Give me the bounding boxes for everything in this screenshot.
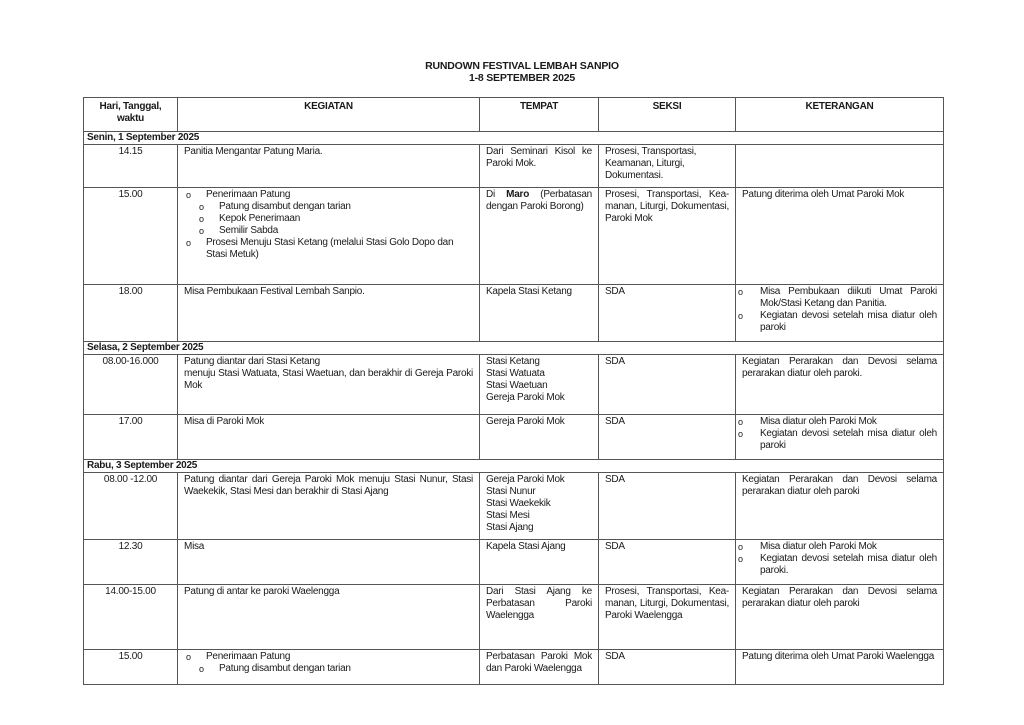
time-cell: 14.15 [84,145,178,188]
seksi-line: SDA [605,356,625,367]
tempat-line: Stasi Ajang [486,522,534,533]
tempat-line: Dari Seminari Kisol ke Paroki Mok. [486,146,592,169]
kegiatan-line: Misa [184,541,205,552]
tempat-line: Gereja Paroki Mok [486,392,565,403]
tempat-cell [480,145,599,188]
rundown-table [83,97,944,685]
kegiatan-line: menuju Stasi Watuata, Stasi Waetuan, dan berakhir di Gereja Paroki Mok [184,368,473,391]
kegiatan-line: o Penerimaan Patung [184,651,473,663]
seksi-line: SDA [605,541,625,552]
kegiatan-line: o Semilir Sabda [184,225,473,237]
keterangan-cell [736,473,944,540]
tempat-line: Kapela Stasi Ajang [486,541,566,552]
document-title: RUNDOWN FESTIVAL LEMBAH SANPIO [425,60,619,72]
kegiatan-line: o Kepok Penerimaan [184,213,473,225]
table-row [84,285,944,342]
day-row [84,132,944,145]
tempat-cell [480,585,599,650]
seksi-line: Prosesi, Transportasi, Keamanan, Liturgi, Dokumentasi. [605,146,697,181]
place-name: Maro [506,189,530,200]
kegiatan-cell [178,585,480,650]
table-row [84,145,944,188]
table-row [84,415,944,460]
keterangan-cell [736,285,944,342]
kegiatan-line: o Patung disambut dengan tarian [184,663,473,675]
seksi-cell [599,415,736,460]
seksi-cell [599,650,736,685]
tempat-cell [480,355,599,415]
table-row [84,650,944,685]
day-row [84,342,944,355]
keterangan-cell [736,585,944,650]
kegiatan-line: Patung diantar dari Gereja Paroki Mok menuju Stasi Nunur, Stasi Waekekik, Stasi Mesi dan berakhir di Stasi Ajang [184,474,473,497]
table-row [84,540,944,585]
kegiatan-cell [178,145,480,188]
keterangan-cell [736,540,944,585]
keterangan-line: o Kegiatan devosi setelah misa diatur oleh paroki [742,310,937,334]
time-cell: 18.00 [84,285,178,342]
document-subtitle: 1-8 SEPTEMBER 2025 [468,72,576,84]
tempat-line: Kapela Stasi Ketang [486,286,572,297]
kegiatan-line: Patung diantar dari Stasi Ketang [184,356,320,367]
keterangan-line: Patung diterima oleh Umat Paroki Waelengga [742,651,935,662]
tempat-line: Stasi Waekekik [486,498,551,509]
kegiatan-line: Misa di Paroki Mok [184,416,264,427]
seksi-cell [599,355,736,415]
time-cell: 08.00-16.000 [84,355,178,415]
tempat-line: Di Maro (Perbatasan dengan Paroki Borong) [486,189,592,212]
seksi-line: SDA [605,286,625,297]
kegiatan-line: o Penerimaan Patung [184,189,473,201]
seksi-cell [599,145,736,188]
header-waktu: Hari, Tanggal, waktu [84,98,178,132]
tempat-line: Perbatasan Paroki Mok dan Paroki Waelengga [486,651,592,674]
keterangan-cell [736,355,944,415]
table-row [84,188,944,285]
seksi-line: SDA [605,416,625,427]
tempat-cell [480,650,599,685]
time-cell: 15.00 [84,188,178,285]
seksi-cell [599,473,736,540]
keterangan-line: Patung diterima oleh Umat Paroki Mok [742,189,905,200]
table-row [84,473,944,540]
seksi-cell [599,585,736,650]
time-cell: 08.00 -12.00 [84,473,178,540]
keterangan-line: Kegiatan Perarakan dan Devosi selama perarakan diatur oleh paroki [742,474,937,497]
keterangan-line: Kegiatan Perarakan dan Devosi selama perarakan diatur oleh paroki. [742,356,937,379]
day-row [84,460,944,473]
keterangan-line: o Misa Pembukaan diikuti Umat Paroki Mok/Stasi Ketang dan Panitia. [742,286,937,310]
kegiatan-cell [178,285,480,342]
kegiatan-line: Misa Pembukaan Festival Lembah Sanpio. [184,286,365,297]
seksi-line: Prosesi, Transportasi, Kea-manan, Liturgi, Dokumentasi, Paroki Mok [605,189,729,224]
keterangan-cell [736,188,944,285]
day-label: Senin, 1 September 2025 [84,132,944,145]
seksi-cell [599,285,736,342]
kegiatan-cell [178,473,480,540]
header-kegiatan: KEGIATAN [178,98,480,132]
seksi-cell [599,188,736,285]
tempat-cell [480,473,599,540]
tempat-line: Stasi Waetuan [486,380,548,391]
day-label: Selasa, 2 September 2025 [84,342,944,355]
time-cell: 14.00-15.00 [84,585,178,650]
kegiatan-cell [178,540,480,585]
tempat-line: Stasi Nunur [486,486,536,497]
kegiatan-line: Patung di antar ke paroki Waelengga [184,586,340,597]
keterangan-line: Kegiatan Perarakan dan Devosi selama perarakan diatur oleh paroki [742,586,937,609]
table-row [84,355,944,415]
keterangan-cell [736,145,944,188]
kegiatan-line: o Patung disambut dengan tarian [184,201,473,213]
seksi-line: SDA [605,474,625,485]
seksi-cell [599,540,736,585]
seksi-line: Prosesi, Transportasi, Kea-manan, Liturgi, Dokumentasi, Paroki Waelengga [605,586,729,621]
kegiatan-cell [178,188,480,285]
kegiatan-line: o Prosesi Menuju Stasi Ketang (melalui Stasi Golo Dopo dan Stasi Metuk) [184,237,473,261]
keterangan-line: o Misa diatur oleh Paroki Mok [742,541,937,553]
kegiatan-cell [178,355,480,415]
keterangan-line: o Kegiatan devosi setelah misa diatur oleh paroki [742,428,937,452]
keterangan-cell [736,650,944,685]
header-seksi: SEKSI [599,98,736,132]
keterangan-line: o Kegiatan devosi setelah misa diatur oleh paroki. [742,553,937,577]
table-header-row [84,98,944,132]
tempat-cell [480,285,599,342]
header-tempat: TEMPAT [480,98,599,132]
seksi-line: SDA [605,651,625,662]
keterangan-cell [736,415,944,460]
tempat-line: Gereja Paroki Mok [486,474,565,485]
time-cell: 15.00 [84,650,178,685]
tempat-line: Stasi Watuata [486,368,545,379]
kegiatan-line: Panitia Mengantar Patung Maria. [184,146,323,157]
tempat-line: Dari Stasi Ajang ke Perbatasan Paroki Waelengga [486,586,592,621]
time-cell: 17.00 [84,415,178,460]
tempat-line: Stasi Mesi [486,510,530,521]
time-cell: 12.30 [84,540,178,585]
tempat-cell [480,540,599,585]
kegiatan-cell [178,415,480,460]
tempat-line: Gereja Paroki Mok [486,416,565,427]
tempat-cell [480,415,599,460]
keterangan-line: o Misa diatur oleh Paroki Mok [742,416,937,428]
header-keterangan: KETERANGAN [736,98,944,132]
tempat-cell [480,188,599,285]
day-label: Rabu, 3 September 2025 [84,460,944,473]
table-row [84,585,944,650]
tempat-line: Stasi Ketang [486,356,540,367]
kegiatan-cell [178,650,480,685]
